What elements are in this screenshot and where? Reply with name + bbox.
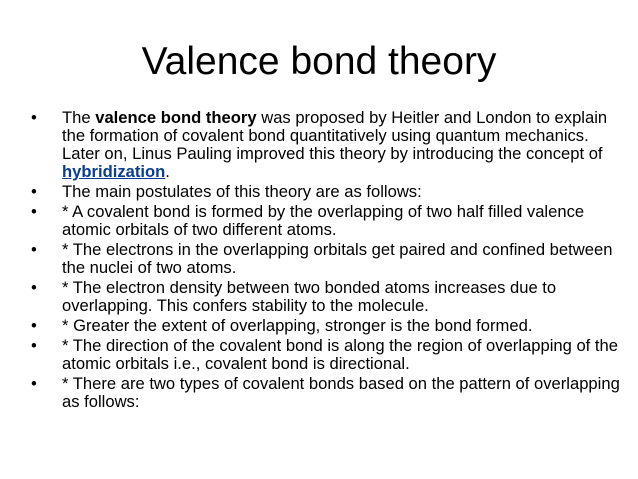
bullet-glyph: •: [31, 108, 37, 127]
bold-term: valence bond theory: [95, 108, 257, 127]
bullet-item: [31, 183, 621, 201]
bullet-item: [31, 375, 621, 411]
bullet-glyph: •: [31, 374, 37, 393]
bullet-glyph: •: [31, 240, 37, 259]
bullet-item: [31, 203, 621, 239]
bullet-text: * The direction of the covalent bond is along the region of overlapping of the atomic orbitals i.e., covalent bond is directional.: [62, 336, 618, 373]
bullet-text: * There are two types of covalent bonds based on the pattern of overlapping as follows:: [62, 374, 620, 411]
bullet-item: [31, 317, 621, 335]
bullet-text: * The electron density between two bonded atoms increases due to overlapping. This confers stability to the molecule.: [62, 278, 557, 315]
bullet-glyph: •: [31, 316, 37, 335]
bullet-list: [31, 109, 621, 413]
bullet-text: .: [165, 162, 170, 181]
bullet-item: [31, 279, 621, 315]
hybridization-link[interactable]: hybridization: [62, 162, 166, 181]
bullet-text: * Greater the extent of overlapping, stronger is the bond formed.: [62, 316, 533, 335]
bullet-glyph: •: [31, 182, 37, 201]
bullet-text: was proposed by Heitler and London to explain the formation of covalent bond quantitatively using quantum mechanics. Later on, Linus Pauling improved this theory by introducing the concept of: [62, 108, 608, 163]
bullet-text: * The electrons in the overlapping orbitals get paired and confined between the nuclei of two atoms.: [62, 240, 613, 277]
bullet-text: The main postulates of this theory are as follows:: [62, 182, 422, 201]
bullet-item: [31, 109, 621, 181]
bullet-item: [31, 337, 621, 373]
bullet-text: The: [62, 108, 96, 127]
slide-title: Valence bond theory: [141, 40, 497, 83]
bullet-glyph: •: [31, 202, 37, 221]
bullet-glyph: •: [31, 278, 37, 297]
bullet-item: [31, 241, 621, 277]
bullet-glyph: •: [31, 336, 37, 355]
bullet-text: * A covalent bond is formed by the overlapping of two half filled valence atomic orbitals of two different atoms.: [62, 202, 585, 239]
